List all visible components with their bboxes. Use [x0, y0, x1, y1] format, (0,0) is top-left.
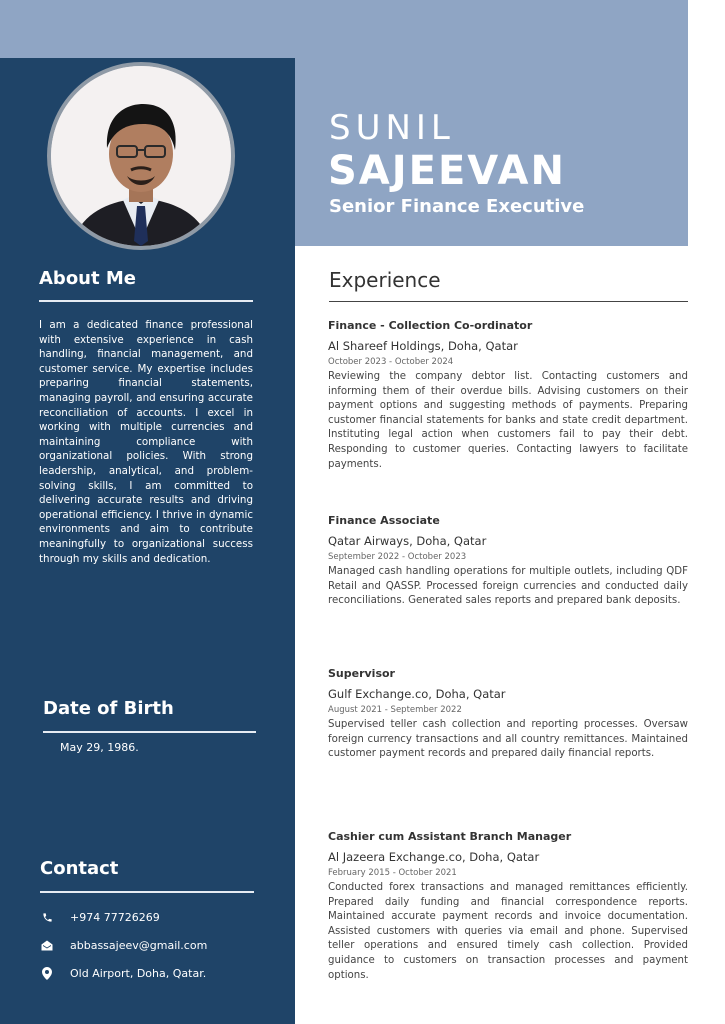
- phone-icon: [41, 911, 53, 923]
- location-pin-icon: [41, 967, 53, 979]
- experience-heading: Experience: [329, 268, 441, 292]
- experience-item: [328, 318, 688, 472]
- last-name: SAJEEVAN: [328, 148, 566, 194]
- experience-role: Finance - Collection Co-ordinator: [328, 319, 533, 332]
- experience-description: Supervised teller cash collection and reporting processes. Oversaw foreign currency transactions and all country remittances. Maintained customer payment records and prepared daily financial reports.: [328, 719, 688, 760]
- email-text: abbassajeev@gmail.com: [70, 938, 208, 952]
- contact-divider: [40, 891, 254, 893]
- experience-dates: February 2015 - October 2021: [328, 868, 457, 878]
- contact-address: [41, 964, 206, 982]
- experience-role: Finance Associate: [328, 514, 440, 527]
- first-name: SUNIL: [329, 108, 455, 148]
- experience-dates: September 2022 - October 2023: [328, 552, 467, 562]
- contact-heading: Contact: [40, 858, 119, 879]
- experience-item: [328, 666, 688, 762]
- profile-photo: [47, 62, 235, 250]
- envelope-icon: [41, 939, 53, 951]
- experience-item: [328, 513, 688, 609]
- experience-company: Gulf Exchange.co, Doha, Qatar: [328, 687, 506, 701]
- about-heading: About Me: [39, 268, 136, 289]
- dob-heading: Date of Birth: [43, 698, 174, 719]
- dob-divider: [43, 731, 256, 733]
- dob-value: May 29, 1986.: [60, 741, 139, 754]
- experience-company: Qatar Airways, Doha, Qatar: [328, 534, 487, 548]
- experience-role: Supervisor: [328, 667, 395, 680]
- experience-description: Reviewing the company debtor list. Contacting customers and informing them of their overdue bills. Advising customers on their payment options and suggesting methods of payments. Preparing customer financial statements for banks and state credit department. Instituting legal action when customers fail to pay their debt. Responding to customer queries. Contacting lawyers to facilitate payments.: [328, 371, 688, 470]
- experience-dates: October 2023 - October 2024: [328, 357, 454, 367]
- experience-role: Cashier cum Assistant Branch Manager: [328, 830, 572, 843]
- experience-dates: August 2021 - September 2022: [328, 705, 462, 715]
- top-color-band: [0, 0, 688, 58]
- job-title: Senior Finance Executive: [329, 196, 585, 217]
- address-text: Old Airport, Doha, Qatar.: [70, 966, 207, 980]
- experience-divider: [329, 301, 688, 302]
- contact-phone[interactable]: [41, 908, 160, 926]
- experience-description: Conducted forex transactions and managed remittances efficiently. Prepared daily funding and financial correspondence reports. Maintained accurate payment records and invoice documentation. Assisted customers with queries via email and phone. Supervised teller operations and ensured timely cash collection. Provided guidance to customers on transaction processes and payment options.: [328, 882, 688, 981]
- about-divider: [39, 300, 253, 302]
- experience-description: Managed cash handling operations for multiple outlets, including QDF Retail and QASSP. Processed foreign currencies and conducted daily reconciliations. Generated sales reports and prepared bank deposits.: [328, 566, 688, 607]
- experience-company: Al Shareef Holdings, Doha, Qatar: [328, 339, 518, 353]
- phone-text: +974 77726269: [70, 910, 160, 924]
- about-text: I am a dedicated finance professional with extensive experience in cash handling, financial management, and customer service. My expertise includes preparing financial statements, managing payroll, and ensuring accurate reconciliation of accounts. I excel in working with multiple currencies and maintaining compliance with organizational policies. With strong leadership, analytical, and problem-solving skills, I am committed to delivering accurate results and driving operational efficiency. I thrive in dynamic environments and aim to contribute meaningfully to organizational success through my skills and dedication.: [39, 319, 253, 565]
- contact-email[interactable]: [41, 936, 207, 954]
- experience-company: Al Jazeera Exchange.co, Doha, Qatar: [328, 850, 540, 864]
- experience-item: [328, 829, 688, 983]
